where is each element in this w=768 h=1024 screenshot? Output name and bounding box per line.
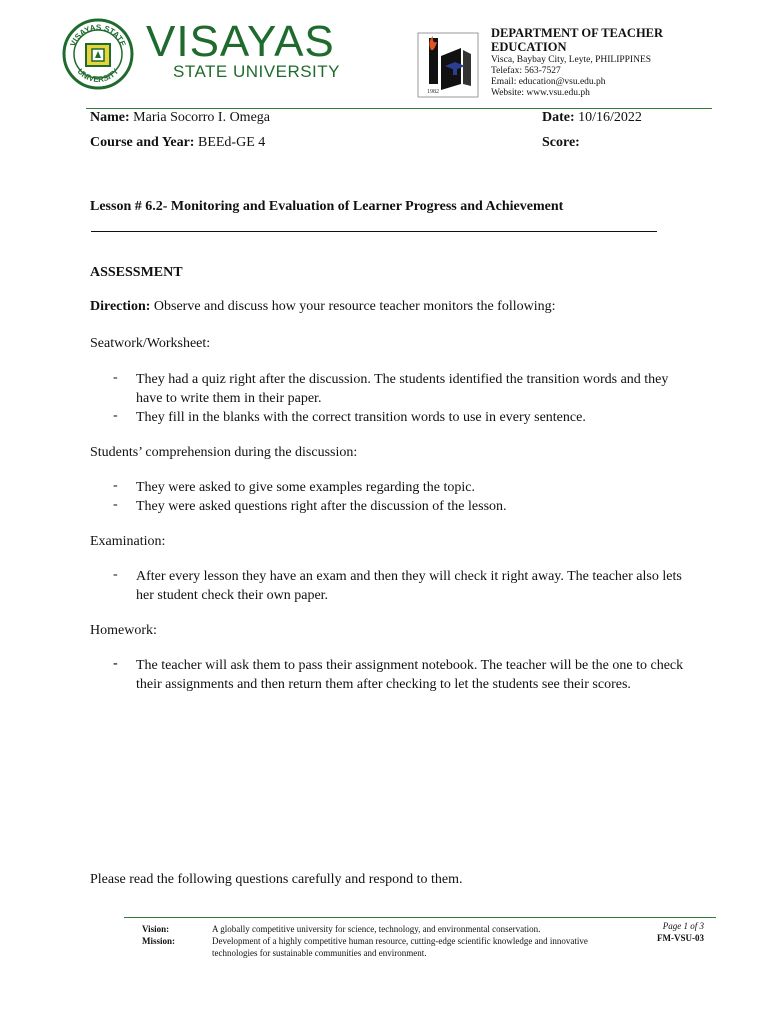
list-item: After every lesson they have an exam and then they will check it right away. The teacher also lets her student check their own paper. — [136, 569, 682, 603]
date-label: Date: — [542, 110, 575, 125]
header-divider — [86, 108, 712, 109]
direction-label: Direction: — [90, 299, 151, 314]
list-item: They were asked questions right after the discussion of the lesson. — [136, 499, 507, 514]
seal-text-bottom: UNIVERSITY — [75, 66, 121, 85]
list-item: They had a quiz right after the discussion. The students identified the transition words and they have to write them in their paper. — [136, 372, 669, 406]
mission-text: Development of a highly competitive human resource, cutting-edge scientific knowledge and innovative technologies for sustainable communities and environment. — [212, 936, 588, 958]
department-telefax: Telefax: 563-7527 — [491, 66, 561, 76]
date-value: 10/16/2022 — [578, 110, 642, 125]
university-wordmark — [146, 17, 341, 82]
section-heading-seatwork: Seatwork/Worksheet: — [90, 336, 211, 351]
list-item: They fill in the blanks with the correct transition words to use in every sentence. — [136, 410, 586, 425]
mission-label: Mission: — [142, 936, 176, 946]
department-address: Visca, Baybay City, Leyte, PHILIPPINES — [491, 55, 652, 65]
vision-label: Vision: — [142, 924, 170, 934]
name-value: Maria Socorro I. Omega — [133, 110, 270, 125]
bullet-dash: - — [113, 497, 118, 512]
bullet-dash: - — [113, 567, 118, 582]
direction-line — [90, 297, 556, 316]
date-field — [542, 110, 642, 126]
bullet-dash: - — [113, 656, 118, 671]
department-logo-year: 1982 — [427, 89, 439, 95]
direction-text: Observe and discuss how your resource teacher monitors the following: — [153, 299, 556, 314]
department-info-block — [491, 26, 691, 99]
bullet-dash: - — [113, 478, 118, 493]
course-year-value: BEEd-GE 4 — [197, 135, 266, 150]
score-label: Score: — [542, 135, 580, 150]
lesson-title-underline — [91, 231, 657, 232]
section-heading-examination: Examination: — [90, 534, 166, 549]
closing-instruction: Please read the following questions carefully and respond to them. — [90, 872, 463, 887]
name-field — [90, 110, 270, 126]
lesson-title: Lesson # 6.2- Monitoring and Evaluation of Learner Progress and Achievement — [90, 199, 564, 214]
bullet-dash: - — [113, 370, 118, 385]
vision-text: A globally competitive university for science, technology, and environmental conservation. — [212, 924, 541, 934]
department-title-line1: DEPARTMENT OF TEACHER — [491, 26, 664, 40]
department-email: Email: education@vsu.edu.ph — [491, 77, 606, 87]
university-seal-logo — [62, 16, 134, 92]
department-logo — [417, 32, 479, 98]
section-heading-homework: Homework: — [90, 623, 157, 638]
list-item: They were asked to give some examples regarding the topic. — [136, 480, 475, 495]
section-heading-comprehension: Students’ comprehension during the discussion: — [90, 445, 358, 460]
university-name-main: VISAYAS — [146, 17, 335, 66]
form-code: FM-VSU-03 — [657, 933, 704, 943]
course-year-label: Course and Year: — [90, 135, 195, 150]
university-name-sub: STATE UNIVERSITY — [173, 62, 341, 81]
bullet-dash: - — [113, 408, 118, 423]
department-website: Website: www.vsu.edu.ph — [491, 88, 590, 98]
department-title-line2: EDUCATION — [491, 40, 567, 54]
page-number: Page 1 of 3 — [662, 921, 704, 931]
name-label: Name: — [90, 110, 130, 125]
assessment-heading: ASSESSMENT — [90, 265, 183, 280]
list-item: The teacher will ask them to pass their assignment notebook. The teacher will be the one to check their assignments and then return them after checking to let the students see their scores. — [136, 658, 684, 692]
score-field — [542, 135, 580, 151]
course-year-field — [90, 135, 265, 151]
seal-text-top: VISAYAS STATE — [68, 22, 128, 48]
footer-divider — [124, 917, 716, 918]
